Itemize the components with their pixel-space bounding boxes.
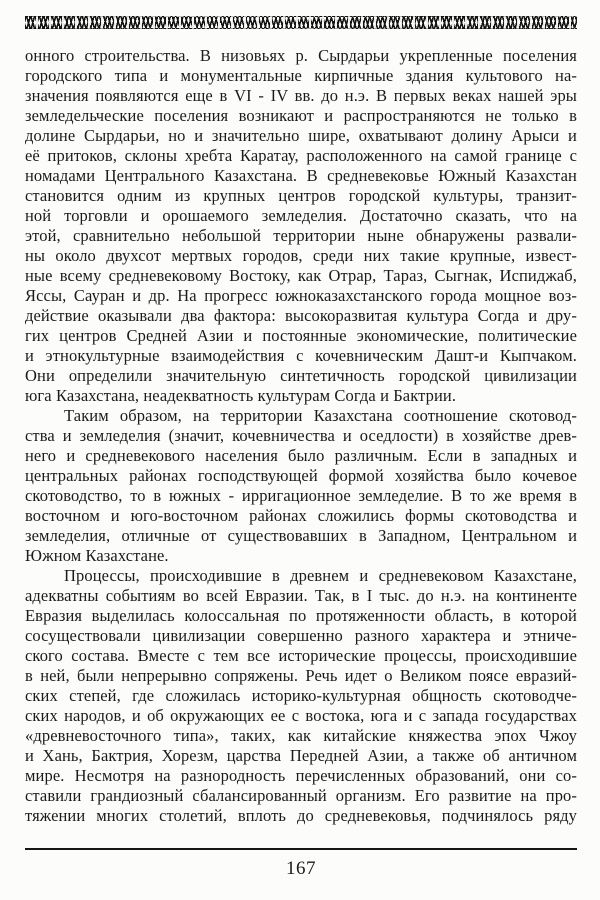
text-line: этой, сравнительно небольшой территории ныне обнаружены развали-	[25, 226, 577, 245]
text-line: юга Казахстана, неадекватность культурам Согда и Бактрии.	[25, 386, 457, 405]
text-line: ной торговли и орошаемого земледелия. Достаточно сказать, что на	[25, 206, 577, 225]
text-line: земледелия, отличные от существовавших в Западном, Центральном и	[25, 526, 577, 545]
text-line: гих центров Средней Азии и постоянные экономические, политические	[25, 326, 577, 345]
text-line: адекватны событиям во всей Евразии. Так, в I тыс. до н.э. на континенте	[25, 586, 577, 605]
text-line: становится одним из крупных центров городской культуры, транзит-	[25, 186, 577, 205]
text-block	[25, 46, 577, 826]
text-line: в ней, были непрерывно сопряжены. Речь идет о Великом поясе евразий-	[25, 666, 577, 685]
text-line: Евразия выделилась колоссальная по протяженности область, в которой	[25, 606, 577, 625]
text-line: центральных районах господствующей формой хозяйства было кочевое	[25, 466, 577, 485]
text-line: ских народов, и об окружающих ее с востока, юга и с запада государствах	[25, 706, 577, 725]
text-line: долине Сырдарьи, но и значительно шире, охватывают долину Арыси и	[25, 126, 577, 145]
text-line: ских степей, где сложилась историко-культурная общность скотоводче-	[25, 686, 577, 705]
text-line: земледельческие поселения возникают и распространяются не только в	[25, 106, 577, 125]
text-line: городского типа и монументальные кирпичные здания культового на-	[25, 66, 577, 85]
text-line: действие оказывали два фактора: высокоразвитая культура Согда и дру-	[25, 306, 577, 325]
text-line: «древневосточного типа», таких, как китайские княжества эпох Чжоу	[25, 726, 577, 745]
footer-divider	[25, 848, 577, 850]
text-line: Таким образом, на территории Казахстана соотношение скотовод-	[64, 406, 577, 425]
text-line: ского состава. Вместе с тем все исторические процессы, происходившие	[25, 646, 577, 665]
text-line: её притоков, склоны хребта Каратау, расположенного на самой границе с	[25, 146, 577, 165]
text-line: номадами Центрального Казахстана. В средневековье Южный Казахстан	[25, 166, 577, 185]
text-line: значения появляются еще в VI - IV вв. до н.э. В первых веках нашей эры	[25, 86, 577, 105]
text-line: Яссы, Сауран и др. На прогресс южноказахстанского города мощное воз-	[25, 286, 577, 305]
text-line: скотоводство, то в южных - ирригационное земледелие. В то же время в	[25, 486, 577, 505]
text-line: сосуществовали цивилизации совершенно разного характера и этниче-	[25, 626, 577, 645]
text-line: восточном и юго-восточном районах сложились формы скотоводства и	[25, 506, 577, 525]
text-line: мире. Несмотря на разнородность перечисленных образований, они со-	[25, 766, 577, 785]
text-line: онного строительства. В низовьях р. Сырдарьи укрепленные поселения	[25, 46, 577, 65]
text-line: и этнокультурные взаимодействия с кочевническим Дашт-и Кыпчаком.	[25, 346, 577, 365]
text-line: ставили грандиозный сбалансированный организм. Его развитие на про-	[25, 786, 577, 805]
text-line: Они определили значительную синтетичность городской цивилизации	[25, 366, 577, 385]
page-number: 167	[286, 858, 316, 879]
text-line: тяжении многих столетий, вплоть до средневековья, подчинялось ряду	[25, 806, 577, 825]
text-line: ства и земледелия (значит, кочевничества и оседлости) в хозяйстве древ-	[25, 426, 577, 445]
text-line: ные всему средневековому Востоку, как Отрар, Тараз, Сыгнак, Испиджаб,	[25, 266, 577, 285]
text-line: него и средневекового населения было различным. Если в западных и	[25, 446, 577, 465]
text-line: ны около двухсот мертвых городов, среди них такие крупные, извест-	[25, 246, 577, 265]
text-line: Южном Казахстане.	[25, 546, 169, 565]
decorative-braid-border	[25, 16, 577, 29]
text-line: Процессы, происходившие в древнем и средневековом Казахстане,	[64, 566, 577, 585]
text-line: и Хань, Бактрия, Хорезм, царства Передней Азии, а также об античном	[25, 746, 577, 765]
